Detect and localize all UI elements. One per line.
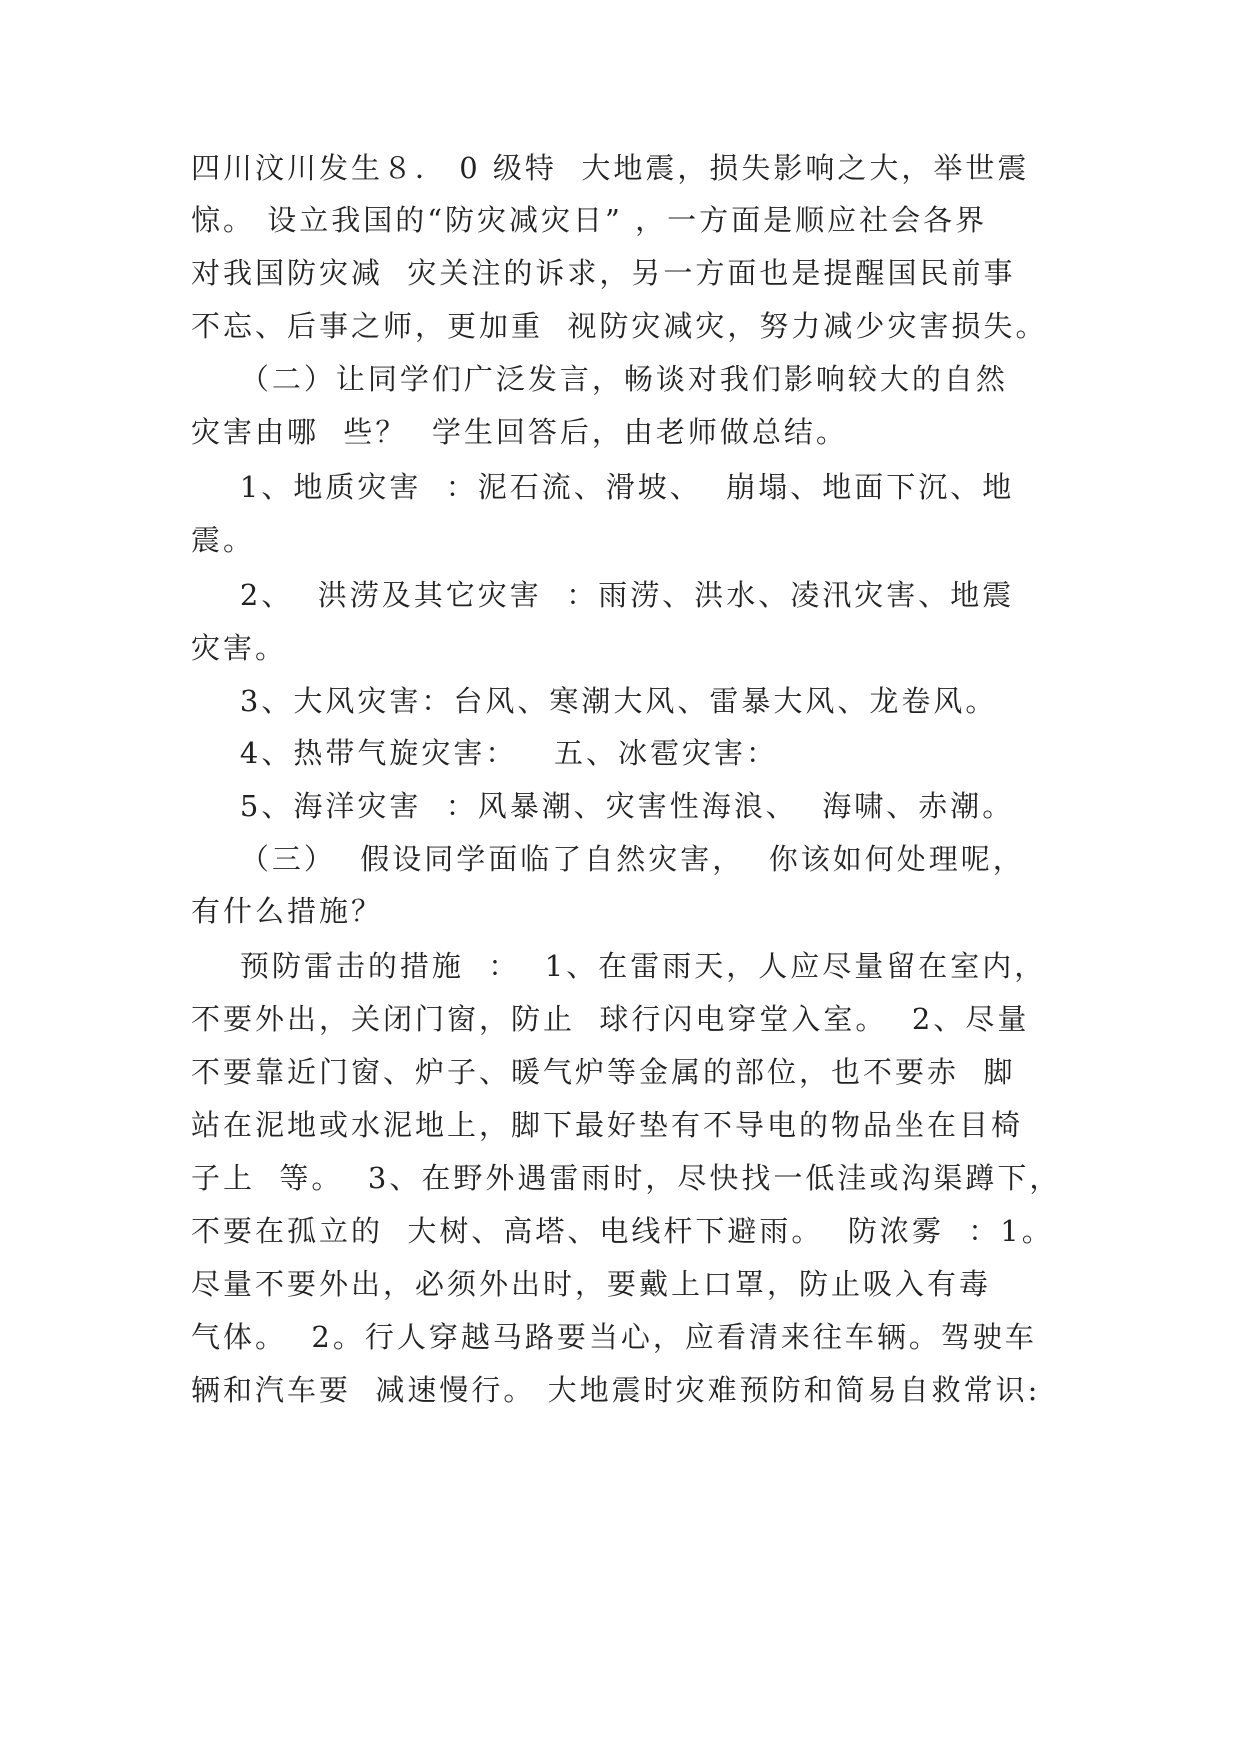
text-line-18: 不要靠近门窗、炉子、暖气炉等金属的部位，也不要赤 脚	[191, 1055, 1016, 1089]
text-line-6: 灾害由哪 些？ 学生回答后，由老师做总结。	[191, 415, 848, 449]
text-line-17: 不要外出，关闭门窗，防止 球行闪电穿堂入室。 2、尽量	[191, 1002, 1030, 1036]
text-line-11: 3、大风灾害：台风、寒潮大风、雷暴大风、龙卷风。	[191, 684, 998, 718]
text-line-7: 1、地质灾害 ：泥石流、滑坡、 崩塌、地面下沉、地	[191, 470, 1015, 504]
text-line-14: （三） 假设同学面临了自然灾害， 你该如何处理呢，	[191, 842, 1025, 876]
text-line-5: （二）让同学们广泛发言，畅谈对我们影响较大的自然	[191, 362, 1008, 396]
text-line-20: 子上 等。 3、在野外遇雷雨时，尽快找一低洼或沟渠蹲下，	[191, 1161, 1062, 1195]
text-line-24: 辆和汽车要 减速慢行。 大地震时灾难预防和简易自救常识:	[191, 1373, 1041, 1407]
text-line-10: 灾害。	[191, 631, 288, 665]
text-line-8: 震。	[191, 523, 256, 557]
text-line-12: 4、热带气旋灾害： 五、冰雹灾害：	[191, 736, 778, 770]
text-line-16: 预防雷击的措施 ： 1、在雷雨天，人应尽量留在室内，	[191, 949, 1047, 983]
text-line-3: 对我国防灾减 灾关注的诉求，另一方面也是提醒国民前事	[191, 256, 1016, 290]
text-line-19: 站在泥地或水泥地上，脚下最好垫有不导电的物品坐在目椅	[191, 1108, 1024, 1142]
text-line-21: 不要在孤立的 大树、高塔、电线杆下避雨。 防浓雾 ：1。	[191, 1214, 1054, 1248]
text-line-22: 尽量不要外出，必须外出时，要戴上口罩，防止吸入有毒	[191, 1267, 992, 1301]
text-line-1: 四川汶川发生８． 0 级特 大地震，损失影响之大，举世震	[191, 151, 1030, 185]
text-line-23: 气体。 2。行人穿越马路要当心，应看清来往车辆。驾驶车	[191, 1320, 1037, 1354]
text-line-4: 不忘、后事之师，更加重 视防灾减灾，努力减少灾害损失。	[191, 309, 1048, 343]
text-line-2: 惊。 设立我国的“防灾减灾日” ，一方面是顺应社会各界	[191, 203, 988, 237]
text-line-15: 有什么措施？	[191, 894, 384, 928]
text-line-9: 2、 洪涝及其它灾害 ：雨涝、洪水、凌汛灾害、地震	[191, 578, 1015, 612]
text-line-13: 5、海洋灾害 ：风暴潮、灾害性海浪、 海啸、赤潮。	[191, 789, 1015, 823]
